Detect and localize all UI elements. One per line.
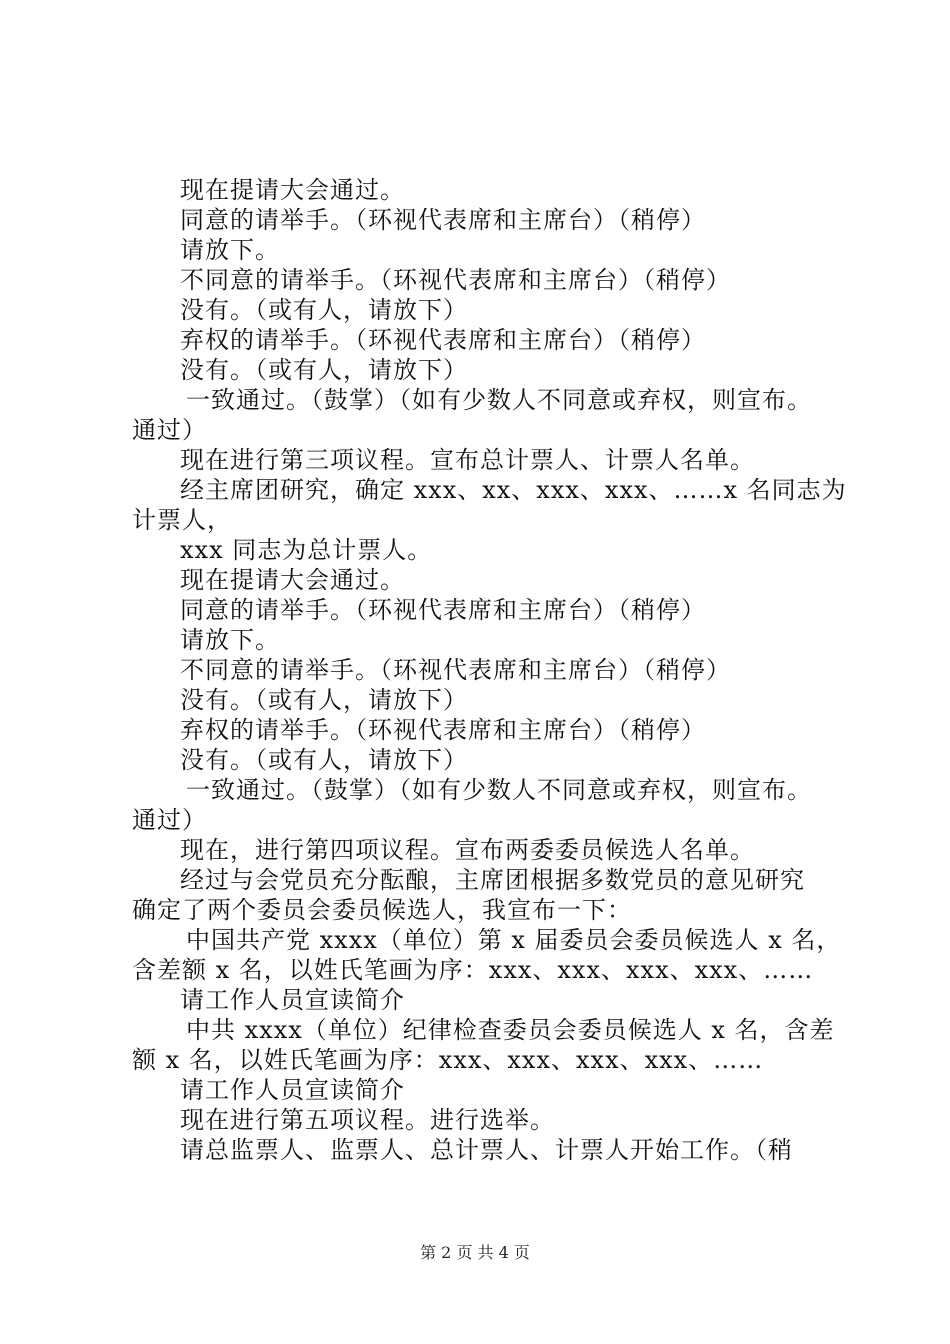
text-line: 额 x 名，以姓氏笔画为序：xxx、xxx、xxx、xxx、…… <box>132 1046 764 1074</box>
text-line: 通过） <box>132 806 207 834</box>
text-line: 现在进行第五项议程。进行选举。 <box>180 1106 555 1134</box>
text-line: 没有。（或有人，请放下） <box>180 686 468 714</box>
text-line: xxx 同志为总计票人。 <box>180 536 433 564</box>
text-line: 现在，进行第四项议程。宣布两委委员候选人名单。 <box>180 836 755 864</box>
text-line: 请工作人员宣读简介 <box>180 1076 405 1104</box>
text-line: 没有。（或有人，请放下） <box>180 356 468 384</box>
text-line: 中共 xxxx（单位）纪律检查委员会委员候选人 x 名，含差 <box>186 1016 835 1044</box>
text-line: 通过） <box>132 416 207 444</box>
text-line: 一致通过。（鼓掌）（如有少数人不同意或弃权，则宣布。 <box>186 776 812 804</box>
text-line: 请放下。 <box>180 626 280 654</box>
text-line: 没有。（或有人，请放下） <box>180 296 468 324</box>
document-body <box>132 175 852 1165</box>
text-line: 不同意的请举手。（环视代表席和主席台）（稍停） <box>180 266 731 294</box>
text-line: 请总监票人、监票人、总计票人、计票人开始工作。（稍 <box>180 1136 793 1164</box>
text-line: 同意的请举手。（环视代表席和主席台）（稍停） <box>180 596 706 624</box>
text-line: 弃权的请举手。（环视代表席和主席台）（稍停） <box>180 716 706 744</box>
text-line: 计票人， <box>132 506 232 534</box>
text-line: 现在提请大会通过。 <box>180 566 405 594</box>
text-line: 请放下。 <box>180 236 280 264</box>
text-line: 没有。（或有人，请放下） <box>180 746 468 774</box>
text-line: 不同意的请举手。（环视代表席和主席台）（稍停） <box>180 656 731 684</box>
text-line: 中国共产党 xxxx（单位）第 x 届委员会委员候选人 x 名， <box>186 926 842 954</box>
text-line: 现在进行第三项议程。宣布总计票人、计票人名单。 <box>180 446 755 474</box>
text-line: 同意的请举手。（环视代表席和主席台）（稍停） <box>180 206 706 234</box>
text-line: 现在提请大会通过。 <box>180 176 405 204</box>
text-line: 含差额 x 名，以姓氏笔画为序：xxx、xxx、xxx、xxx、…… <box>132 956 814 984</box>
page-footer: 第 2 页 共 4 页 <box>420 1243 530 1262</box>
text-line: 经过与会党员充分酝酿，主席团根据多数党员的意见研究 <box>180 866 805 894</box>
text-line: 请工作人员宣读简介 <box>180 986 405 1014</box>
text-line: 弃权的请举手。（环视代表席和主席台）（稍停） <box>180 326 706 354</box>
text-line: 经主席团研究，确定 xxx、xx、xxx、xxx、……x 名同志为 <box>180 476 847 504</box>
text-line: 确定了两个委员会委员候选人，我宣布一下： <box>132 896 632 924</box>
text-line: 一致通过。（鼓掌）（如有少数人不同意或弃权，则宣布。 <box>186 386 812 414</box>
